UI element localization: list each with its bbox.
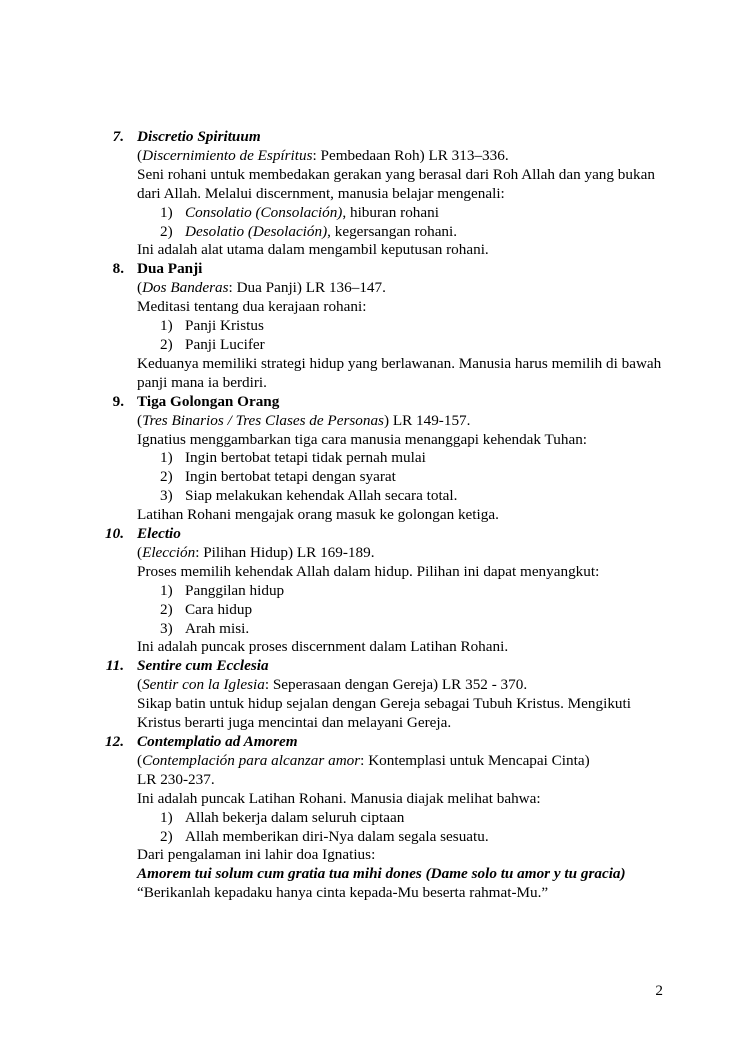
item-number: 12.	[105, 733, 124, 750]
item-title: Contemplatio ad Amorem	[137, 733, 298, 750]
list-item	[112, 260, 667, 392]
text-run: Sentir con la Iglesia	[142, 676, 265, 694]
sub-item-marker: 3)	[160, 487, 173, 505]
sub-item-text	[185, 223, 457, 240]
sub-item	[137, 601, 667, 620]
sub-item-marker: 2)	[160, 335, 173, 353]
text-run: Meditasi tentang dua kerajaan rohani:	[137, 298, 367, 316]
text-run: Latihan Rohani mengajak orang masuk ke golongan ketiga.	[137, 506, 499, 524]
text-run: Allah bekerja dalam seluruh ciptaan	[185, 808, 405, 826]
sub-item-text	[185, 449, 426, 466]
item-heading	[112, 392, 667, 412]
sub-item	[137, 487, 667, 506]
sub-item	[137, 223, 667, 242]
sub-item	[137, 317, 667, 336]
text-run: Cara hidup	[185, 600, 253, 618]
sub-item-marker: 2)	[160, 600, 173, 618]
sub-item	[137, 582, 667, 601]
item-title: Discretio Spirituum	[137, 128, 261, 145]
sub-item	[137, 336, 667, 355]
list-item	[105, 733, 667, 903]
paragraph	[137, 846, 667, 865]
text-run: Seni rohani untuk membedakan gerakan yang berasal dari Roh Allah dan yang bukan dari Allah. Melalui discernment, manusia belajar mengenali:	[137, 165, 655, 202]
paragraph	[137, 752, 667, 771]
text-run: Ini adalah puncak Latihan Rohani. Manusia diajak melihat bahwa:	[137, 789, 541, 807]
sub-item-marker: 3)	[160, 619, 173, 637]
sub-item-text	[185, 582, 284, 599]
paragraph	[137, 638, 667, 657]
text-run: , hiburan rohani	[342, 203, 439, 221]
sub-item	[137, 809, 667, 828]
sub-item-marker: 1)	[160, 808, 173, 826]
sub-item-marker: 1)	[160, 317, 173, 335]
numbered-list	[105, 128, 667, 903]
text-run: Ini adalah puncak proses discernment dalam Latihan Rohani.	[137, 638, 509, 656]
sub-item-text	[185, 601, 252, 618]
sub-item-text	[185, 828, 489, 845]
list-item	[112, 128, 667, 260]
item-title: Electio	[137, 525, 181, 543]
text-run: (	[137, 146, 143, 164]
sub-item-text	[185, 620, 249, 637]
paragraph	[137, 771, 667, 790]
paragraph	[137, 412, 667, 431]
paragraph	[137, 544, 667, 563]
paragraph	[137, 790, 667, 809]
sub-item-marker: 2)	[160, 468, 173, 486]
text-run: : Seperasaan dengan Gereja) LR 352 - 370.	[264, 676, 528, 694]
sub-item-marker: 1)	[160, 449, 173, 467]
text-run: (	[137, 411, 143, 429]
paragraph	[137, 676, 667, 695]
text-run: Sikap batin untuk hidup sejalan dengan Gereja sebagai Tubuh Kristus. Mengikuti Kristus berarti juga mencintai dan melayani Gereja.	[137, 695, 631, 732]
text-run: Contemplación para alcanzar amor	[142, 751, 361, 769]
text-run: (	[137, 751, 143, 769]
paragraph	[137, 298, 667, 317]
sub-item-text	[185, 336, 265, 353]
text-run: Dos Banderas	[142, 279, 229, 297]
paragraph	[137, 166, 667, 204]
sub-item-text	[185, 204, 439, 221]
text-run: : Pembedaan Roh) LR 313–336.	[312, 146, 509, 164]
text-run: Keduanya memiliki strategi hidup yang berlawanan. Manusia harus memilih di bawah panji mana ia berdiri.	[137, 354, 662, 391]
item-number: 10.	[105, 525, 124, 543]
list-item	[105, 525, 667, 657]
paragraph	[137, 279, 667, 298]
text-run: Arah misi.	[185, 619, 250, 637]
text-run: Desolatio (Desolación)	[185, 222, 328, 240]
text-run: Panji Kristus	[185, 317, 264, 335]
sub-item	[137, 828, 667, 847]
text-run: “Berikanlah kepadaku hanya cinta kepada-Mu beserta rahmat-Mu.”	[137, 884, 549, 902]
paragraph	[137, 695, 667, 733]
item-number: 7.	[112, 128, 124, 145]
paragraph	[137, 241, 667, 260]
text-run: Consolatio (Consolación)	[185, 203, 343, 221]
item-number: 9.	[112, 392, 124, 410]
item-title: Tiga Golongan Orang	[137, 392, 280, 410]
sub-item	[137, 204, 667, 223]
text-run: : Pilihan Hidup) LR 169-189.	[195, 543, 375, 561]
item-heading	[105, 657, 667, 676]
text-run: (	[137, 279, 143, 297]
list-item	[112, 392, 667, 525]
text-run: (	[137, 676, 143, 694]
text-run: Dari pengalaman ini lahir doa Ignatius:	[137, 846, 376, 864]
text-run: Panggilan hidup	[185, 581, 285, 599]
sub-item-marker: 1)	[160, 581, 173, 599]
text-run: Elección	[142, 543, 196, 561]
text-run: : Kontemplasi untuk Mencapai Cinta)	[360, 751, 590, 769]
text-run: Ingin bertobat tetapi dengan syarat	[185, 468, 396, 486]
paragraph	[137, 884, 667, 903]
item-number: 11.	[105, 657, 124, 675]
list-item	[105, 657, 667, 733]
paragraph	[137, 865, 667, 884]
text-run: ) LR 149-157.	[383, 411, 471, 429]
text-run: , kegersangan rohani.	[327, 222, 458, 240]
paragraph	[137, 147, 667, 166]
item-heading	[105, 733, 667, 752]
paragraph	[137, 506, 667, 525]
text-run: Ingin bertobat tetapi tidak pernah mulai	[185, 449, 426, 467]
paragraph	[137, 563, 667, 582]
text-run: : Dua Panji) LR 136–147.	[228, 279, 386, 297]
text-run: Allah memberikan diri-Nya dalam segala sesuatu.	[185, 827, 489, 845]
text-run: Panji Lucifer	[185, 335, 265, 353]
sub-item-marker: 2)	[160, 827, 173, 845]
item-title: Dua Panji	[137, 260, 203, 278]
item-heading	[112, 128, 667, 147]
item-number: 8.	[112, 260, 124, 278]
text-run: LR 230-237.	[137, 770, 215, 788]
sub-item-marker: 1)	[160, 203, 173, 221]
sub-item-text	[185, 809, 404, 826]
text-run: Siap melakukan kehendak Allah secara total.	[185, 487, 458, 505]
sub-item-text	[185, 317, 264, 334]
sub-item-marker: 2)	[160, 222, 173, 240]
paragraph	[137, 355, 667, 393]
sub-item	[137, 620, 667, 639]
text-run: Discernimiento de Espíritus	[142, 146, 313, 164]
text-run: Ignatius menggambarkan tiga cara manusia menanggapi kehendak Tuhan:	[137, 430, 588, 448]
sub-item-text	[185, 487, 457, 504]
text-run: Tres Binarios / Tres Clases de Personas	[142, 411, 384, 429]
text-run: Proses memilih kehendak Allah dalam hidup. Pilihan ini dapat menyangkut:	[137, 562, 600, 580]
item-heading	[105, 525, 667, 544]
item-heading	[112, 260, 667, 279]
sub-item	[137, 468, 667, 487]
sub-item	[137, 449, 667, 468]
text-run: Amorem tui solum cum gratia tua mihi dones (Dame solo tu amor y tu gracia)	[137, 865, 626, 883]
sub-item-text	[185, 468, 396, 485]
item-title: Sentire cum Ecclesia	[137, 657, 269, 675]
page-number: 2	[655, 982, 663, 999]
text-run: (	[137, 543, 143, 561]
text-run: Ini adalah alat utama dalam mengambil keputusan rohani.	[137, 241, 489, 259]
paragraph	[137, 431, 667, 450]
